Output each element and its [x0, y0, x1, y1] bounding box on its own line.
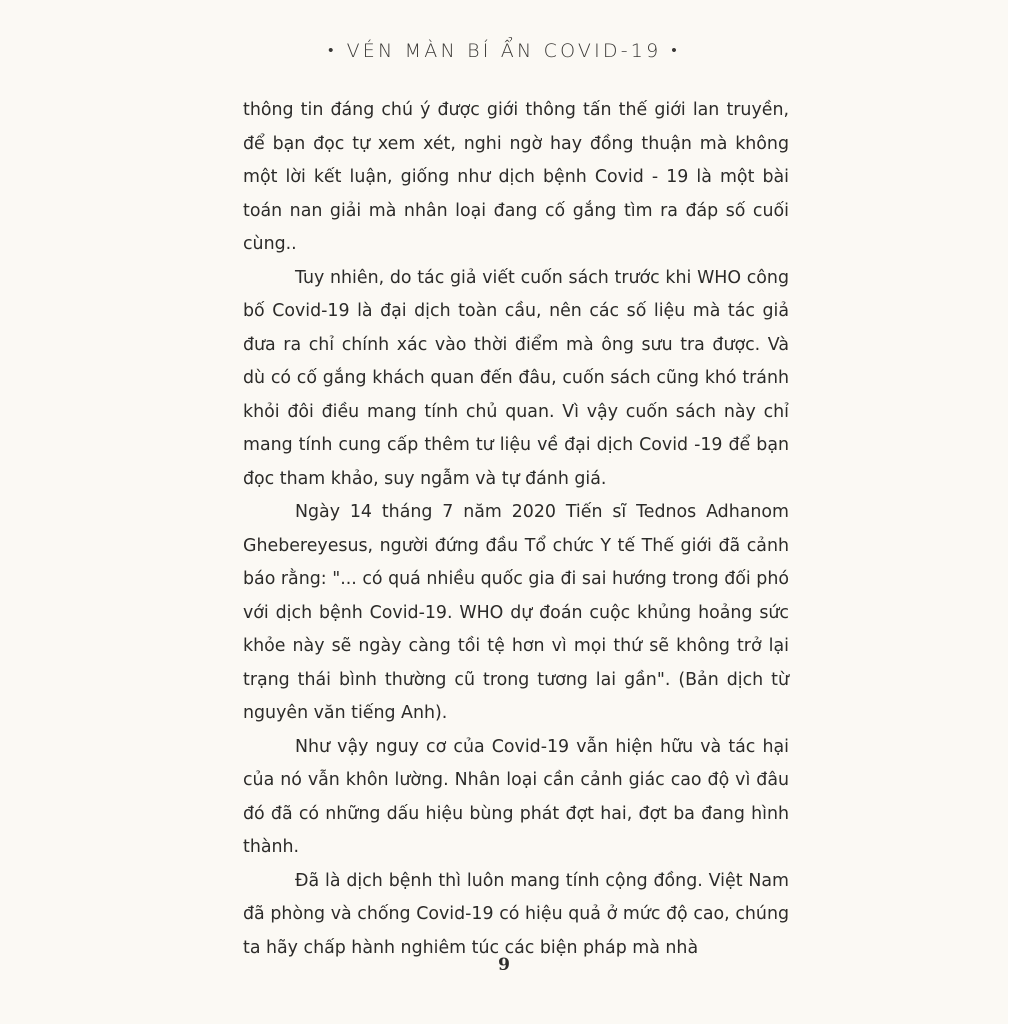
body-text	[243, 94, 789, 965]
paragraph-4: Như vậy nguy cơ của Covid-19 vẫn hiện hữu và tác hại của nó vẫn khôn lường. Nhân loại cần cảnh giác cao độ vì đâu đó đã có những dấu hiệu bùng phát đợt hai, đợt ba đang hình thành.	[243, 736, 789, 857]
header-title: VÉN MÀN BÍ ẨN COVID-19	[346, 40, 662, 62]
paragraph-2: Tuy nhiên, do tác giả viết cuốn sách trước khi WHO công bố Covid-19 là đại dịch toàn cầu, nên các số liệu mà tác giả đưa ra chỉ chính xác vào thời điểm mà ông sưu tra được. Và dù có cố gắng khách quan đến đâu, cuốn sách cũng khó tránh khỏi đôi điều mang tính chủ quan. Vì vậy cuốn sách này chỉ mang tính cung cấp thêm tư liệu về đại dịch Covid -19 để bạn đọc tham khảo, suy ngẫm và tự đánh giá.	[243, 267, 789, 489]
header-dot-left: •	[328, 41, 337, 59]
page-number: 9	[498, 955, 510, 975]
paragraph-1: thông tin đáng chú ý được giới thông tấn thế giới lan truyền, để bạn đọc tự xem xét, nghi ngờ hay đồng thuận mà không một lời kết luận, giống như dịch bệnh Covid - 19 là một bài toán nan giải mà nhân loại đang cố gắng tìm ra đáp số cuối cùng..	[243, 100, 789, 254]
running-header	[0, 40, 1008, 62]
paragraph-3: Ngày 14 tháng 7 năm 2020 Tiến sĩ Tednos Adhanom Ghebereyesus, người đứng đầu Tổ chức Y tế Thế giới đã cảnh báo rằng: "... có quá nhiều quốc gia đi sai hướng trong đối phó với dịch bệnh Covid-19. WHO dự đoán cuộc khủng hoảng sức khỏe này sẽ ngày càng tồi tệ hơn vì mọi thứ sẽ không trở lại trạng thái bình thường cũ trong tương lai gần". (Bản dịch từ nguyên văn tiếng Anh).	[243, 502, 789, 723]
header-dot-right: •	[671, 41, 680, 59]
paragraph-5: Đã là dịch bệnh thì luôn mang tính cộng đồng. Việt Nam đã phòng và chống Covid-19 có hiệu quả ở mức độ cao, chúng ta hãy chấp hành nghiêm túc các biện pháp mà nhà	[243, 870, 789, 958]
